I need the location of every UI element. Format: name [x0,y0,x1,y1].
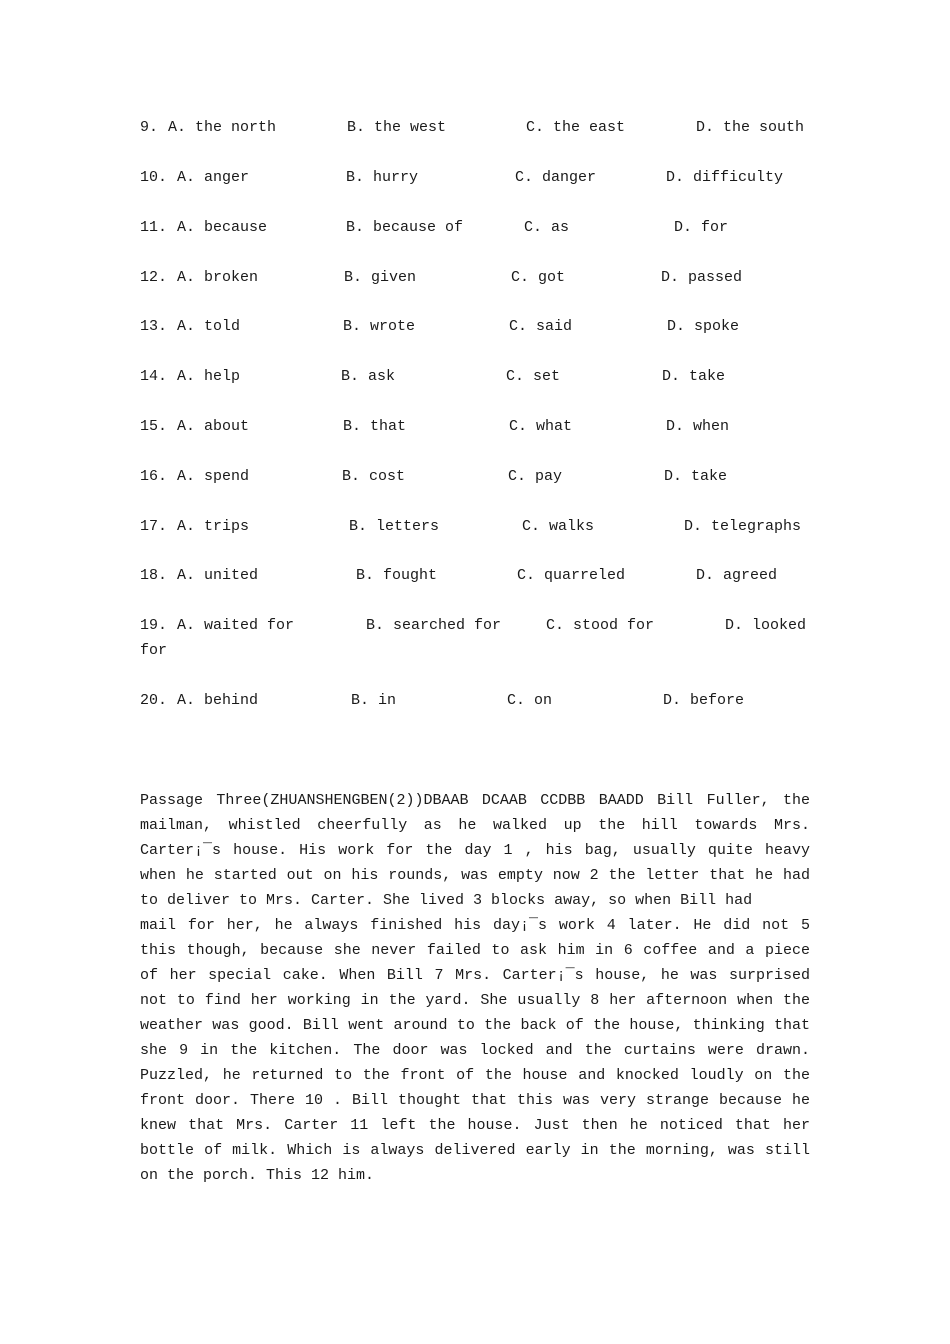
question-number: 18. [140,567,168,584]
option-a: A. spend [177,468,250,485]
option-d: D. passed [661,269,743,286]
option-b: B. that [343,418,407,435]
option-d: D. when [666,418,730,435]
option-a: A. about [177,418,250,435]
question-number: 19. [140,617,168,634]
option-c: C. quarreled [517,567,626,584]
option-d: D. telegraphs [684,518,802,535]
option-c: C. stood for [546,617,655,634]
option-c: C. what [509,418,573,435]
question-number: 12. [140,269,168,286]
question-number: 13. [140,318,168,335]
option-c: C. pay [508,468,563,485]
option-a: A. behind [177,692,259,709]
option-b: B. searched for [366,617,502,634]
option-b: B. because of [346,219,464,236]
option-a: A. told [177,318,241,335]
question-number: 9. [140,119,159,136]
passage-three [140,788,810,1188]
option-d: D. before [663,692,745,709]
option-c: C. set [506,368,561,385]
option-d: D. difficulty [666,169,784,186]
option-b: B. fought [356,567,438,584]
question-number: 15. [140,418,168,435]
option-c: C. on [507,692,553,709]
option-d: D. looked [725,617,807,634]
question-number: 16. [140,468,168,485]
option-a: A. because [177,219,268,236]
option-a: A. trips [177,518,250,535]
option-c: C. danger [515,169,597,186]
option-a: A. united [177,567,259,584]
option-d: D. the south [696,119,805,136]
option-c: C. walks [522,518,595,535]
option-d: D. take [662,368,726,385]
option-a: A. help [177,368,241,385]
question-number: 17. [140,518,168,535]
option-c: C. as [524,219,570,236]
option-b: B. wrote [343,318,416,335]
passage-paragraph-1: Passage Three(ZHUANSHENGBEN(2))DBAAB DCAAB CCDBB BAADD Bill Fuller, the mailman, whistled cheerfully as he walked up the hill towards Mrs. Carter¡¯s house. His work for the day 1 , his bag, usually quite heavy when he started out on his rounds, was empty now 2 the letter that he had to deliver to Mrs. Carter. She lived 3 blocks away, so when Bill had [140,792,810,909]
option-b: B. hurry [346,169,419,186]
question-number: 11. [140,219,168,236]
question-number: 20. [140,692,168,709]
option-b: B. in [351,692,397,709]
option-d: D. spoke [667,318,740,335]
option-b: B. given [344,269,417,286]
option-a: A. waited for [177,617,295,634]
option-a: A. the north [168,119,277,136]
question-number: 14. [140,368,168,385]
option-a: A. broken [177,269,259,286]
option-d: D. for [674,219,729,236]
option-b: B. the west [347,119,447,136]
passage-paragraph-2: mail for her, he always finished his day¡¯s work 4 later. He did not 5 this though, because she never failed to ask him in 6 coffee and a piece of her special cake. When Bill 7 Mrs. Carter¡¯s house, he was surprised not to find her working in the yard. She usually 8 her afternoon when the weather was good. Bill went around to the back of the house, thinking that she 9 in the kitchen. The door was locked and the curtains were drawn. Puzzled, he returned to the front of the house and knocked loudly on the front door. There 10 . Bill thought that this was very strange because he knew that Mrs. Carter 11 left the house. Just then he noticed that her bottle of milk. Which is always delivered early in the morning, was still on the porch. This 12 him. [140,917,810,1184]
option-c: C. the east [526,119,626,136]
option-c: C. got [511,269,566,286]
option-d: D. agreed [696,567,778,584]
option-c: C. said [509,318,573,335]
question-number: 10. [140,169,168,186]
option-a: A. anger [177,169,250,186]
option-b: B. letters [349,518,440,535]
option-d: D. take [664,468,728,485]
option-b: B. ask [341,368,396,385]
option-b: B. cost [342,468,406,485]
option-d-wrap: for [140,642,168,659]
